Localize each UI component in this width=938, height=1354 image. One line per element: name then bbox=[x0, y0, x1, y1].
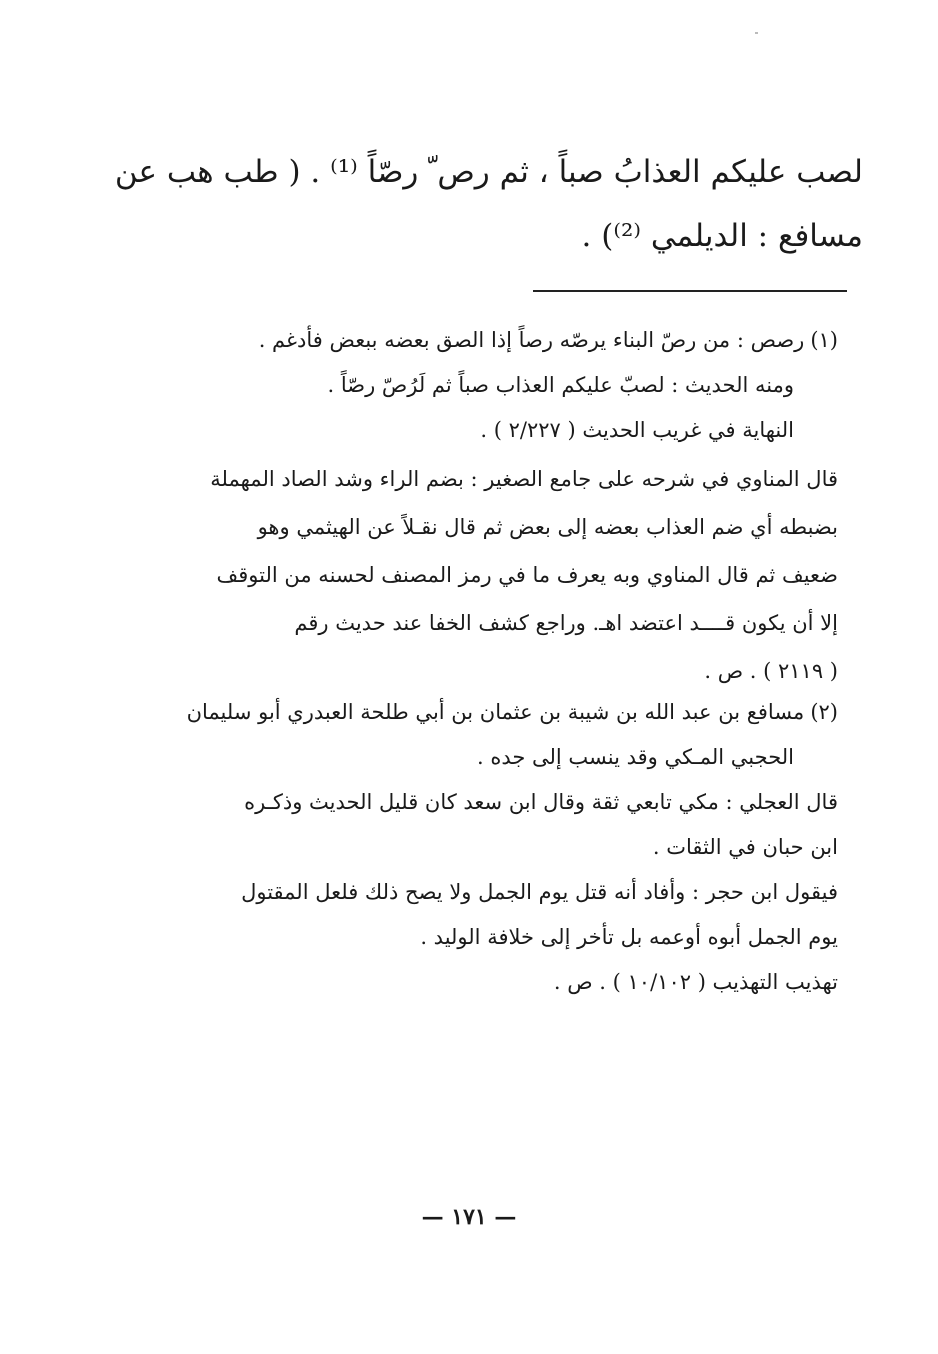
footnote-divider bbox=[533, 290, 847, 292]
footnote-1-commentary-line-4: إلا أن يكون قــــد اعتضد اهـ. وراجع كشف الخفا عند حديث رقم bbox=[294, 611, 838, 635]
footnote-2-number: (٢) bbox=[810, 700, 838, 724]
footnote-2-ijli bbox=[138, 780, 838, 870]
footnote-1-commentary-line-5: ( ٢١١٩ ) . ص . bbox=[704, 659, 838, 683]
footnote-1-commentary-line-1: قال المناوي في شرحه على جامع الصغير : بضم الراء وشد الصاد المهملة bbox=[210, 467, 838, 491]
footnote-2-ibn-hajar-line-2: يوم الجمل أبوه أوعمه بل تأخر إلى خلافة الوليد . bbox=[420, 925, 838, 949]
footnote-1-text-1: رصص : من رصّ البناء يرصّه رصاً إذا الصق بعضه ببعض فأدغم . bbox=[258, 328, 805, 352]
main-text-line-1: لصب عليكم العذابُ صباً ، ثم رص ّ رصّاً ⁽¹⁾ . ( طب هب عن bbox=[114, 154, 863, 190]
footnote-2-line-2: الحجبي المـكي وقد ينسب إلى جده . bbox=[476, 745, 794, 769]
scan-speck bbox=[755, 32, 758, 34]
footnote-1-line-3: النهاية في غريب الحديث ( ٢/٢٢٧ ) . bbox=[480, 418, 794, 442]
footnote-1-line-2: ومنه الحديث : لصبّ عليكم العذاب صباً ثم لَرُصّ رصّاً . bbox=[327, 373, 794, 397]
page-number: — ١٧١ — bbox=[421, 1204, 517, 1230]
main-text-line-2: مسافع : الديلمي ⁽²⁾) . bbox=[581, 218, 863, 254]
footnote-2-ibn-hajar-line-1: فيقول ابن حجر : وأفاد أنه قتل يوم الجمل ولا يصح ذلك فلعل المقتول bbox=[241, 880, 838, 904]
footnote-1-commentary-line-2: بضبطه أي ضم العذاب بعضه إلى بعض ثم قال نقـلاً عن الهيثمي وهو bbox=[257, 515, 838, 539]
footnote-2-line-1 bbox=[138, 690, 838, 735]
footnote-2-ijli-line-2: ابن حبان في الثقات . bbox=[652, 835, 838, 859]
footnote-1-commentary-line-3: ضعيف ثم قال المناوي وبه يعرف ما في رمز المصنف لحسنه من التوقف bbox=[216, 563, 838, 587]
main-hadith-text bbox=[114, 140, 863, 268]
footnote-2 bbox=[138, 690, 838, 780]
footnote-1 bbox=[138, 318, 838, 453]
footnote-1-commentary bbox=[138, 455, 838, 695]
footnote-1-number: (١) bbox=[810, 328, 838, 352]
footnote-2-ijli-line-1: قال العجلي : مكي تابعي ثقة وقال ابن سعد كان قليل الحديث وذكـره bbox=[244, 790, 838, 814]
footnote-1-line-1 bbox=[138, 318, 838, 363]
footnote-2-ibn-hajar-line-3: تهذيب التهذيب ( ١٠/١٠٢ ) . ص . bbox=[553, 970, 838, 994]
footnote-2-ibn-hajar bbox=[138, 870, 838, 1005]
footnote-2-text-1: مسافع بن عبد الله بن شيبة بن عثمان بن أبي طلحة العبدري أبو سليمان bbox=[186, 700, 805, 724]
